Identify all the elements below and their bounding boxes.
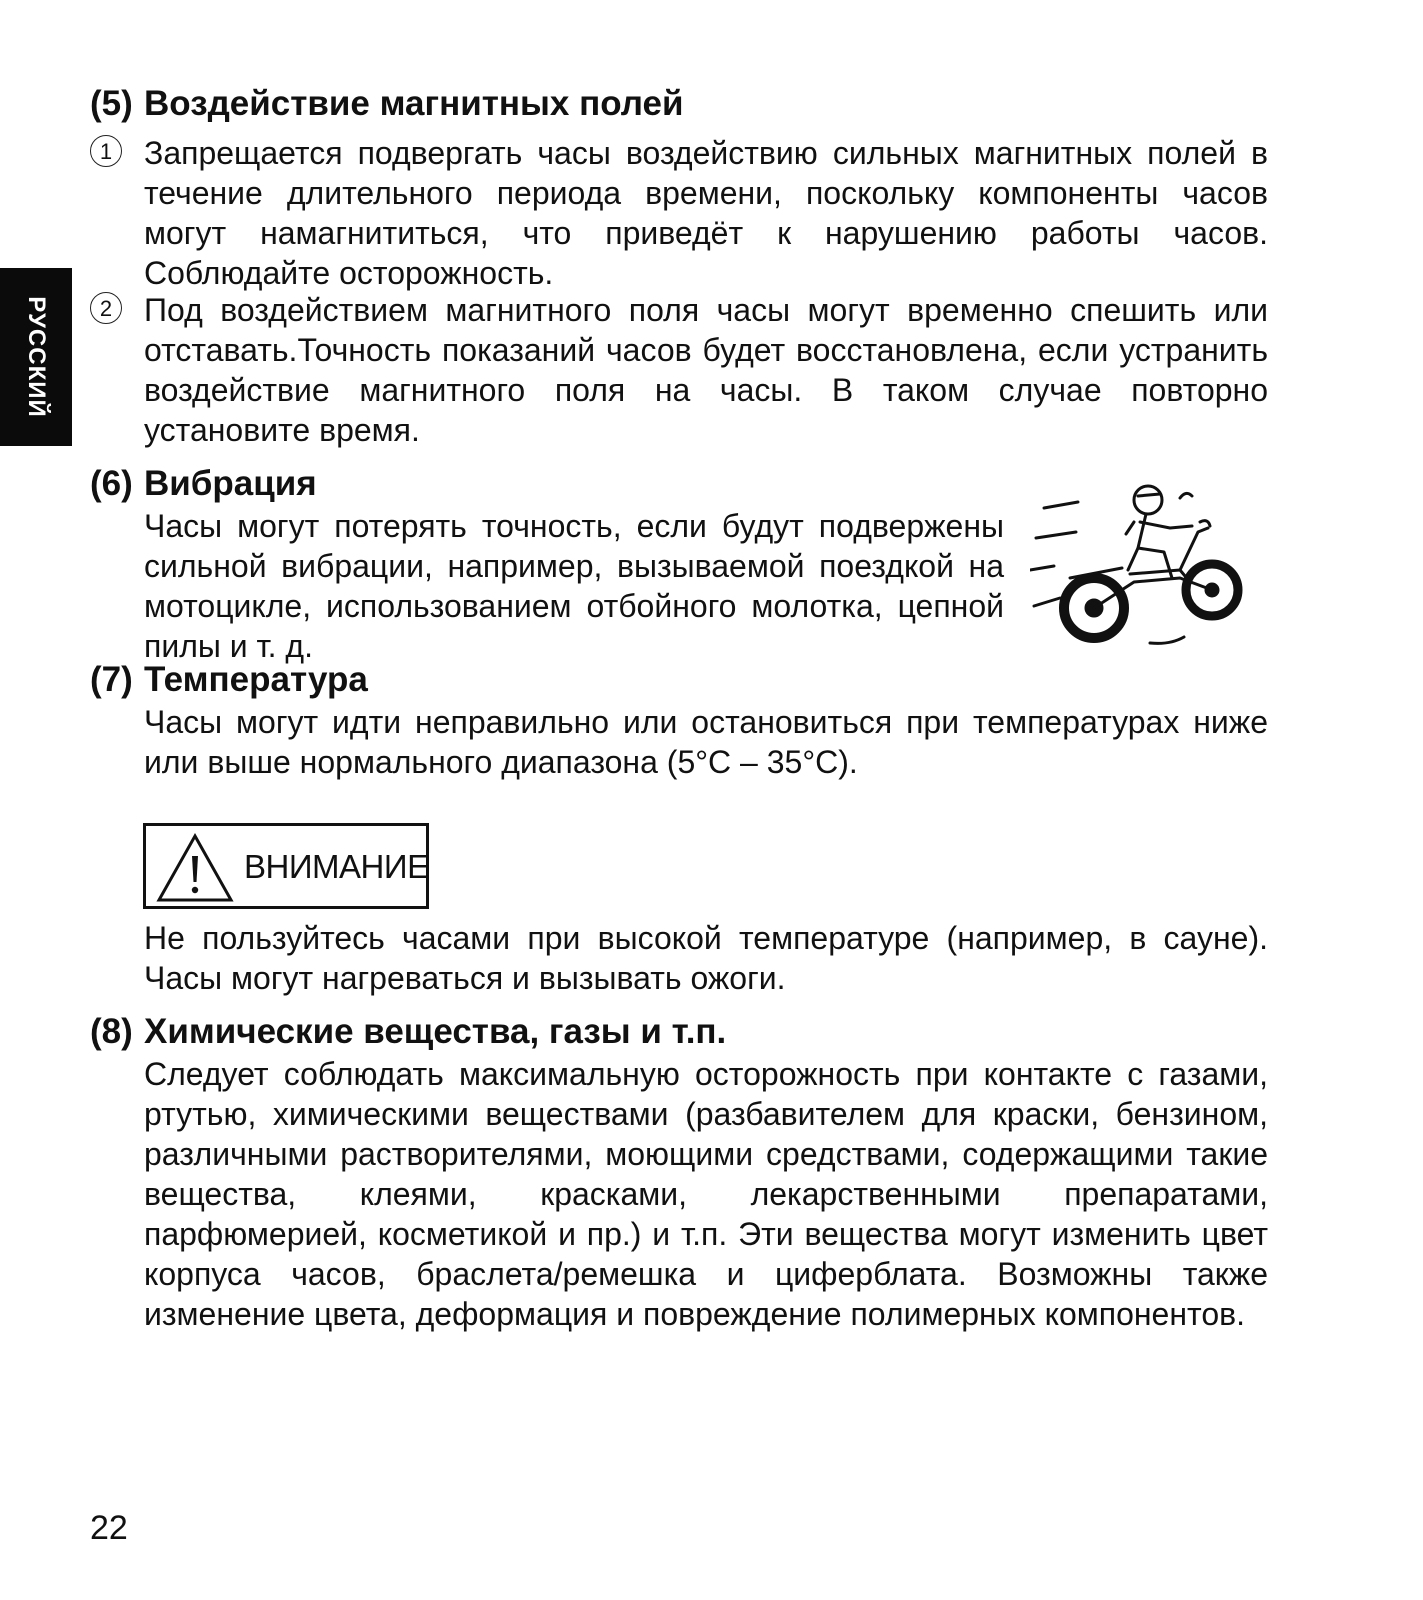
warning-text: Не пользуйтесь часами при высокой температуре (например, в сауне). Часы могут нагреваться и вызывать ожоги. xyxy=(144,920,1268,996)
section-5-heading xyxy=(90,84,684,124)
section-8-heading xyxy=(90,1012,726,1052)
list-item-text: Под воздействием магнитного поля часы могут временно спешить или отставать.Точность показаний часов будет восстановлена, если устранить воздействие магнитного поля на часы. В таком случае повторно установите время. xyxy=(144,292,1268,448)
section-title: Температура xyxy=(144,660,368,699)
language-tab xyxy=(0,268,72,446)
warning-label: ВНИМАНИЕ xyxy=(244,848,429,885)
section-6-text: Часы могут потерять точность, если будут подвержены сильной вибрации, например, вызываемой поездкой на мотоцикле, использованием отбойного молотка, цепной пилы и т. д. xyxy=(144,508,1004,664)
section-title: Воздействие магнитных полей xyxy=(144,84,684,123)
circled-number-marker: 2 xyxy=(90,292,122,324)
section-title: Химические вещества, газы и т.п. xyxy=(144,1012,727,1051)
circled-number-marker: 1 xyxy=(90,135,122,167)
section-number: (5) xyxy=(90,84,133,123)
section-8-text: Следует соблюдать максимальную осторожность при контакте с газами, ртутью, химическими веществами (разбавителем для краски, бензином, различными растворителями, моющими средствами, содержащими такие вещества, клеями, красками, лекарственными препаратами, парфюмерией, косметикой и пр.) и т.п. Эти вещества могут изменить цвет корпуса часов, браслета/ремешка и циферблата. Возможны также изменение цвета, деформация и повреждение полимерных компонентов. xyxy=(144,1056,1268,1332)
section-title: Вибрация xyxy=(144,464,317,503)
section-7-heading xyxy=(90,660,368,700)
language-tab-label: РУССКИЙ xyxy=(23,296,50,418)
warning-box xyxy=(143,823,429,909)
warning-triangle-icon xyxy=(156,832,234,904)
section-number: (8) xyxy=(90,1012,133,1051)
section-7-text: Часы могут идти неправильно или остановиться при температурах ниже или выше нормального диапазона (5°C – 35°C). xyxy=(144,704,1268,780)
section-number: (7) xyxy=(90,660,133,699)
list-item-text: Запрещается подвергать часы воздействию сильных магнитных полей в течение длительного периода времени, поскольку компоненты часов могут намагнититься, что приведёт к нарушению работы часов. Соблюдайте осторожность. xyxy=(144,135,1268,291)
section-6-heading xyxy=(90,464,317,504)
motorcycle-rider-icon xyxy=(1030,478,1270,663)
section-number: (6) xyxy=(90,464,133,503)
page-number: 22 xyxy=(90,1509,128,1547)
